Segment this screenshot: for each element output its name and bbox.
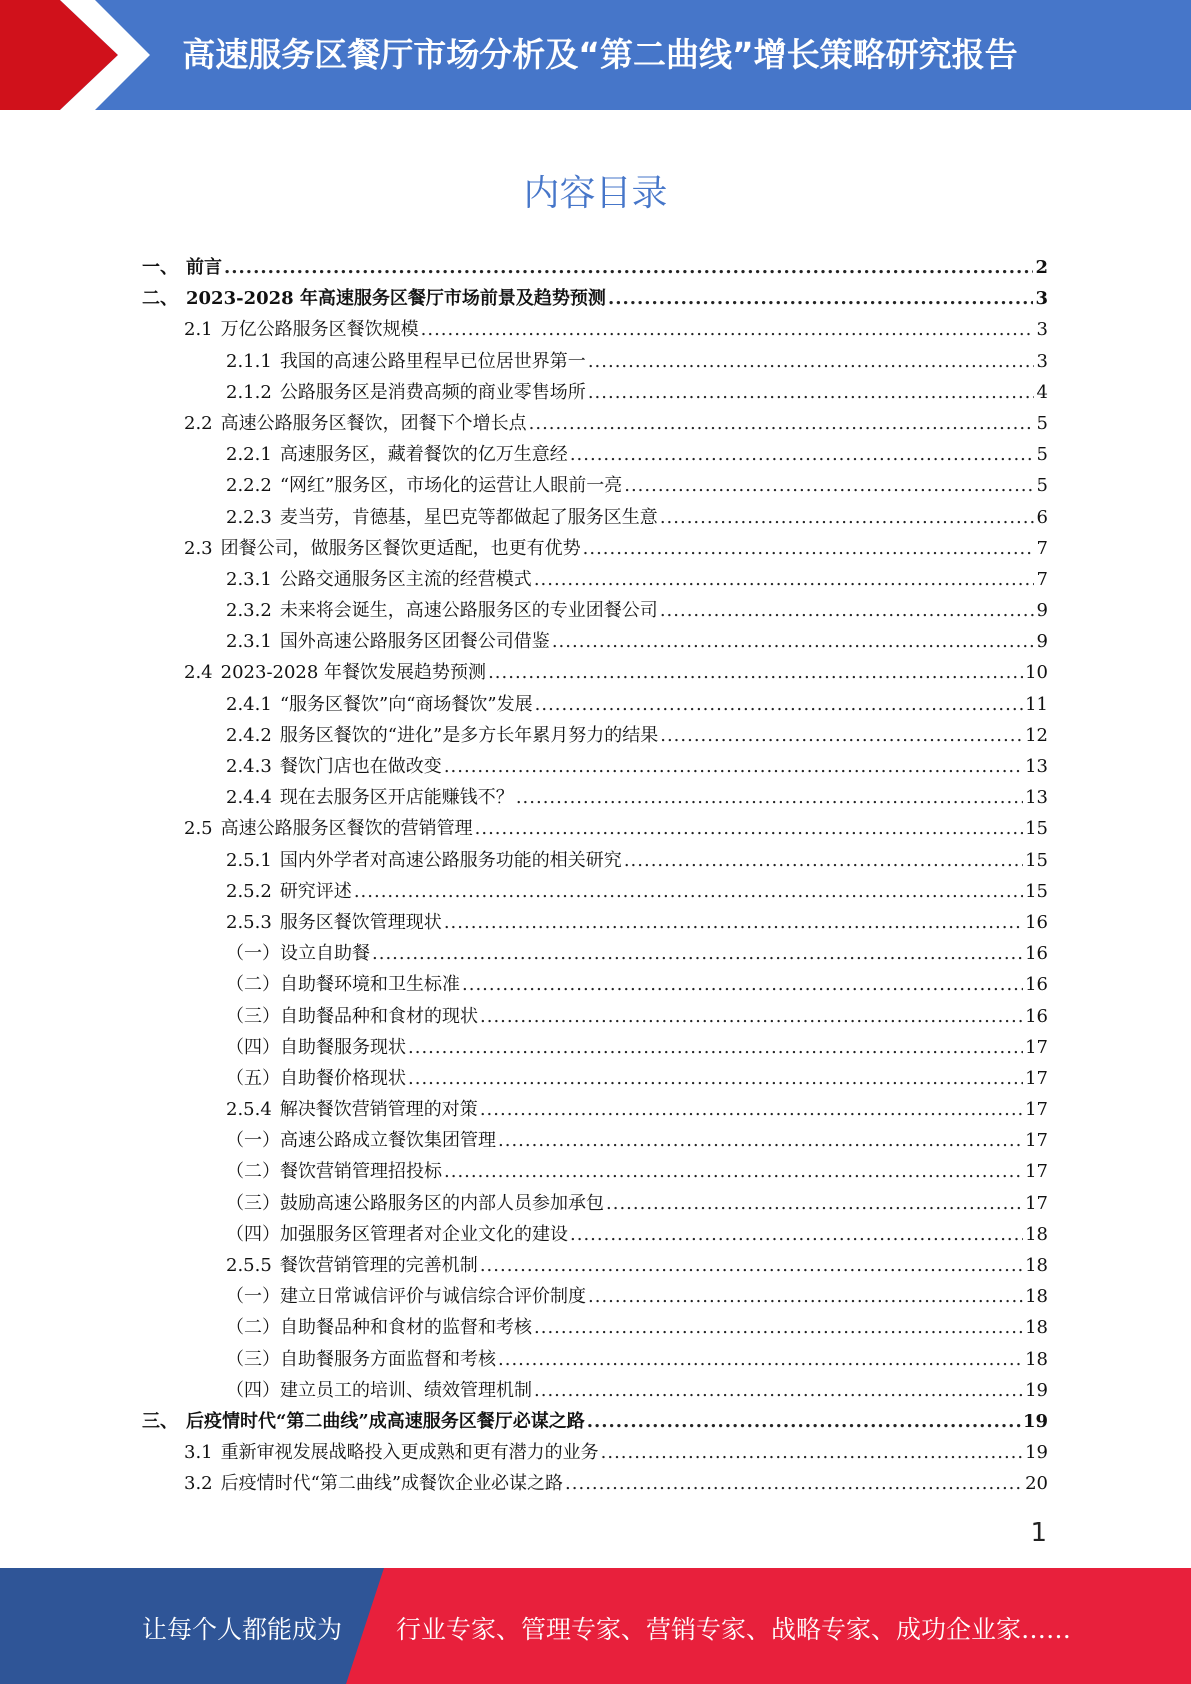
- toc-leader-dots: [444, 751, 1023, 782]
- toc-entry-number: 2.3.2: [226, 600, 272, 622]
- toc-leader-dots: [588, 346, 1034, 377]
- toc-leader-dots: [372, 938, 1023, 969]
- toc-entry-title: 现在去服务区开店能赚钱不？: [279, 787, 514, 809]
- toc-entry-title: 餐饮营销管理招投标: [280, 1161, 442, 1183]
- toc-entry-title: 鼓励高速公路服务区的内部人员参加承包: [280, 1192, 604, 1214]
- toc-entry-page: 9: [1036, 631, 1048, 653]
- toc-entry[interactable]: [142, 626, 1048, 657]
- toc-entry-page: 17: [1025, 1036, 1048, 1058]
- toc-entry[interactable]: [142, 845, 1048, 876]
- toc-entry[interactable]: [142, 283, 1048, 314]
- toc-leader-dots: [498, 1344, 1023, 1375]
- toc-entry-number: （一）: [226, 1130, 280, 1152]
- toc-entry-page: 13: [1025, 787, 1048, 809]
- toc-entry-title: 自助餐服务方面监督和考核: [280, 1348, 496, 1370]
- toc-leader-dots: [660, 720, 1023, 751]
- toc-entry-page: 17: [1025, 1067, 1048, 1089]
- toc-entry-title: 未来将会诞生，高速公路服务区的专业团餐公司: [279, 600, 658, 622]
- toc-entry[interactable]: [142, 1344, 1048, 1375]
- toc-entry-page: 11: [1025, 693, 1048, 715]
- toc-entry-title: 万亿公路服务区餐饮规模: [220, 319, 419, 341]
- toc-leader-dots: [488, 657, 1023, 688]
- toc-leader-dots: [565, 1468, 1023, 1499]
- toc-entry-page: 6: [1036, 506, 1048, 528]
- toc-leader-dots: [516, 782, 1023, 813]
- toc-entry-title: 我国的高速公路里程早已位居世界第一: [279, 350, 586, 372]
- toc-leader-dots: [570, 1219, 1023, 1250]
- toc-entry[interactable]: [142, 1468, 1048, 1499]
- toc-entry-page: 9: [1036, 600, 1048, 622]
- toc-entry-page: 16: [1025, 911, 1048, 933]
- toc-entry-number: 2.4.3: [226, 756, 272, 777]
- toc-entry-number: 2.4.2: [226, 724, 272, 746]
- toc-leader-dots: [408, 1063, 1023, 1094]
- toc-leader-dots: [444, 907, 1023, 938]
- toc-leader-dots: [660, 502, 1034, 533]
- toc-leader-dots: [534, 1312, 1023, 1343]
- page-number: 1: [1030, 1518, 1047, 1548]
- toc-entry-number: 2.5.4: [226, 1099, 272, 1121]
- toc-entry-title: 服务区餐饮的“进化”是多方长年累月努力的结果: [279, 724, 659, 746]
- toc-entry-page: 18: [1025, 1317, 1048, 1339]
- toc-entry-page: 19: [1022, 1410, 1048, 1432]
- toc-leader-dots: [498, 1125, 1023, 1156]
- toc-entry[interactable]: [142, 408, 1048, 439]
- toc-entry-number: 2.1.1: [226, 350, 272, 372]
- toc-entry-page: 19: [1025, 1442, 1048, 1464]
- toc-entry-number: 三、: [142, 1410, 178, 1432]
- toc-entry-title: 设立自助餐: [280, 943, 370, 965]
- toc-entry-title: 建立员工的培训、绩效管理机制: [280, 1379, 532, 1401]
- toc-entry-title: “网红”服务区，市场化的运营让人眼前一亮: [279, 475, 623, 497]
- toc-entry-title: 高速公路成立餐饮集团管理: [280, 1130, 496, 1152]
- toc-leader-dots: [462, 969, 1023, 1000]
- footer-slogan-right: 行业专家、管理专家、营销专家、战略专家、成功企业家……: [396, 1615, 1072, 1644]
- toc-entry[interactable]: [142, 1281, 1048, 1312]
- toc-entry-page: 18: [1025, 1348, 1048, 1370]
- toc-leader-dots: [570, 439, 1034, 470]
- toc-entry-number: 2.2.1: [226, 444, 272, 466]
- toc-entry[interactable]: [142, 1219, 1048, 1250]
- toc-entry-page: 13: [1025, 756, 1048, 777]
- page-footer: [0, 1568, 1191, 1684]
- toc-entry[interactable]: [142, 1001, 1048, 1032]
- toc-leader-dots: [534, 1375, 1023, 1406]
- toc-entry-page: 5: [1036, 412, 1048, 434]
- toc-entry-number: 2.5: [184, 818, 213, 840]
- toc-entry-page: 3: [1036, 350, 1048, 372]
- toc-entry-title: 公路交通服务区主流的经营模式: [279, 568, 532, 590]
- toc-entry-page: 18: [1025, 1255, 1048, 1276]
- toc-entry-number: 2.5.5: [226, 1255, 272, 1276]
- toc-entry-page: 15: [1025, 880, 1048, 902]
- toc-leader-dots: [587, 1406, 1021, 1437]
- toc-entry-number: （四）: [226, 1036, 280, 1058]
- toc-entry[interactable]: [142, 1406, 1048, 1437]
- toc-entry-number: （二）: [226, 1317, 280, 1339]
- toc-entry-page: 17: [1025, 1130, 1048, 1152]
- toc-entry-number: （三）: [226, 1348, 280, 1370]
- toc-entry-title: 服务区餐饮管理现状: [279, 911, 442, 933]
- toc-entry[interactable]: [142, 813, 1048, 844]
- toc-entry[interactable]: [142, 564, 1048, 595]
- toc-entry-number: （四）: [226, 1379, 280, 1401]
- toc-entry[interactable]: [142, 751, 1048, 782]
- toc-leader-dots: [480, 1001, 1023, 1032]
- toc-leader-dots: [534, 564, 1034, 595]
- toc-entry-title: 高速服务区，藏着餐饮的亿万生意经: [279, 444, 568, 466]
- toc-leader-dots: [444, 1156, 1023, 1187]
- toc-leader-dots: [588, 1281, 1023, 1312]
- toc-entry-page: 5: [1036, 444, 1048, 466]
- document-title: 高速服务区餐厅市场分析及“第二曲线”增长策略研究报告: [182, 35, 1018, 74]
- toc-entry-number: （一）: [226, 943, 280, 965]
- toc-entry-number: （三）: [226, 1192, 280, 1214]
- toc-entry[interactable]: [142, 969, 1048, 1000]
- toc-entry-title: 公路服务区是消费高频的商业零售场所: [279, 381, 586, 403]
- toc-entry[interactable]: [142, 1156, 1048, 1187]
- toc-entry-number: 2.5.1: [226, 849, 272, 871]
- toc-entry-number: （五）: [226, 1067, 280, 1089]
- toc-leader-dots: [480, 1250, 1023, 1281]
- toc-entry-title: 自助餐价格现状: [280, 1067, 406, 1089]
- toc-entry-page: 12: [1025, 724, 1048, 746]
- toc-entry-title: 国外高速公路服务区团餐公司借鉴: [279, 631, 550, 653]
- toc-entry[interactable]: [142, 782, 1048, 813]
- toc-entry[interactable]: [142, 1094, 1048, 1125]
- toc-entry-title: 餐饮门店也在做改变: [279, 756, 442, 777]
- toc-entry[interactable]: [142, 1125, 1048, 1156]
- toc-leader-dots: [421, 314, 1034, 345]
- toc-leader-dots: [624, 470, 1034, 501]
- toc-entry-title: 研究评述: [279, 880, 352, 902]
- toc-entry-title: 建立日常诚信评价与诚信综合评价制度: [280, 1286, 586, 1308]
- toc-entry-page: 17: [1025, 1099, 1048, 1121]
- toc-entry-title: 餐饮营销管理的完善机制: [279, 1255, 478, 1276]
- toc-entry[interactable]: [142, 689, 1048, 720]
- toc-entry-page: 3: [1036, 319, 1048, 341]
- toc-entry-title: 自助餐环境和卫生标准: [280, 974, 460, 996]
- footer-slogan-left: 让每个人都能成为: [142, 1615, 343, 1644]
- toc-entry[interactable]: [142, 502, 1048, 533]
- toc-entry-number: （三）: [226, 1005, 280, 1027]
- toc-leader-dots: [475, 813, 1023, 844]
- toc-entry[interactable]: [142, 470, 1048, 501]
- toc-entry-page: 3: [1035, 288, 1048, 310]
- page-header: [0, 0, 1191, 110]
- toc-entry-number: （二）: [226, 974, 280, 996]
- toc-entry-page: 18: [1025, 1286, 1048, 1308]
- toc-entry-title: 自助餐服务现状: [280, 1036, 406, 1058]
- toc-entry-title: 2023-2028 年餐饮发展趋势预测: [220, 662, 487, 684]
- toc-entry-number: 2.5.3: [226, 911, 272, 933]
- toc-entry-number: 2.1.2: [226, 381, 272, 403]
- toc-entry[interactable]: [142, 720, 1048, 751]
- toc-entry-number: 2.3: [184, 537, 213, 559]
- toc-entry-page: 20: [1025, 1473, 1048, 1495]
- toc-entry-number: 2.4.1: [226, 693, 272, 715]
- toc-entry-number: 2.5.2: [226, 880, 272, 902]
- toc-entry-title: 国内外学者对高速公路服务功能的相关研究: [279, 849, 622, 871]
- toc-entry[interactable]: [142, 1063, 1048, 1094]
- toc-entry-title: 后疫情时代“第二曲线”成餐饮企业必谋之路: [220, 1473, 564, 1495]
- toc-entry-title: 自助餐品种和食材的现状: [280, 1005, 478, 1027]
- toc-entry-number: 3.2: [184, 1473, 213, 1495]
- toc-entry-page: 17: [1025, 1161, 1048, 1183]
- toc-entry-page: 17: [1025, 1192, 1048, 1214]
- toc-entry-number: 2.2.2: [226, 475, 272, 497]
- toc-entry[interactable]: [142, 252, 1048, 283]
- toc-entry-number: 2.4.4: [226, 787, 272, 809]
- toc-entry[interactable]: [142, 938, 1048, 969]
- toc-leader-dots: [408, 1032, 1023, 1063]
- toc-entry-number: （二）: [226, 1161, 280, 1183]
- toc-leader-dots: [608, 283, 1034, 314]
- toc-leader-dots: [588, 377, 1034, 408]
- toc-entry-number: 2.1: [184, 319, 213, 341]
- toc-entry-number: 2.3.1: [226, 631, 272, 653]
- toc-entry-title: 解决餐饮营销管理的对策: [279, 1099, 478, 1121]
- toc-entry[interactable]: [142, 1032, 1048, 1063]
- toc-entry-page: 2: [1035, 257, 1048, 278]
- toc-leader-dots: [606, 1188, 1023, 1219]
- toc-heading: 内容目录: [523, 173, 668, 214]
- toc-entry-title: “服务区餐饮”向“商场餐饮”发展: [279, 693, 533, 715]
- toc-entry-page: 5: [1036, 475, 1048, 497]
- toc-entry[interactable]: [142, 314, 1048, 345]
- toc-leader-dots: [601, 1437, 1023, 1468]
- toc-entry-page: 10: [1025, 662, 1048, 684]
- toc-entry-page: 19: [1025, 1379, 1048, 1401]
- toc-entry[interactable]: [142, 346, 1048, 377]
- toc-entry[interactable]: [142, 657, 1048, 688]
- toc-entry-title: 前言: [186, 257, 222, 278]
- toc-entry-page: 18: [1025, 1223, 1048, 1245]
- toc-entry-page: 4: [1036, 381, 1048, 403]
- toc-leader-dots: [480, 1094, 1023, 1125]
- toc-entry-number: 3.1: [184, 1442, 213, 1464]
- toc-entry-title: 自助餐品种和食材的监督和考核: [280, 1317, 532, 1339]
- toc-entry-page: 15: [1025, 849, 1048, 871]
- toc-entry-number: （一）: [226, 1286, 280, 1308]
- toc-entry-title: 团餐公司，做服务区餐饮更适配，也更有优势: [220, 537, 581, 559]
- toc-entry-page: 16: [1025, 974, 1048, 996]
- toc-entry-page: 15: [1025, 818, 1048, 840]
- toc-entry-title: 高速公路服务区餐饮，团餐下个增长点: [220, 412, 527, 434]
- toc-leader-dots: [583, 533, 1034, 564]
- toc-entry[interactable]: [142, 1188, 1048, 1219]
- toc-entry[interactable]: [142, 1312, 1048, 1343]
- toc-leader-dots: [354, 876, 1023, 907]
- toc-leader-dots: [624, 845, 1023, 876]
- table-of-contents: [142, 252, 1048, 1500]
- toc-entry-title: 后疫情时代“第二曲线”成高速服务区餐厅必谋之路: [186, 1410, 585, 1432]
- toc-entry-page: 16: [1025, 1005, 1048, 1027]
- toc-entry-title: 重新审视发展战略投入更成熟和更有潜力的业务: [220, 1442, 599, 1464]
- toc-entry-title: 麦当劳，肯德基，星巴克等都做起了服务区生意: [279, 506, 658, 528]
- toc-entry[interactable]: [142, 533, 1048, 564]
- toc-entry-title: 加强服务区管理者对企业文化的建设: [280, 1223, 568, 1245]
- toc-leader-dots: [529, 408, 1034, 439]
- toc-entry-page: 7: [1036, 568, 1048, 590]
- toc-entry[interactable]: [142, 377, 1048, 408]
- toc-leader-dots: [535, 689, 1023, 720]
- toc-entry-number: （四）: [226, 1223, 280, 1245]
- toc-entry-page: 16: [1025, 943, 1048, 965]
- toc-entry-number: 2.2.3: [226, 506, 272, 528]
- toc-entry[interactable]: [142, 439, 1048, 470]
- toc-leader-dots: [660, 595, 1034, 626]
- toc-entry[interactable]: [142, 876, 1048, 907]
- toc-entry[interactable]: [142, 595, 1048, 626]
- toc-entry-title: 高速公路服务区餐饮的营销管理: [220, 818, 473, 840]
- toc-entry[interactable]: [142, 1250, 1048, 1281]
- toc-entry[interactable]: [142, 1437, 1048, 1468]
- toc-entry-title: 2023-2028 年高速服务区餐厅市场前景及趋势预测: [186, 288, 606, 310]
- toc-entry-number: 二、: [142, 288, 178, 310]
- toc-entry-page: 7: [1036, 537, 1048, 559]
- toc-entry-number: 一、: [142, 257, 178, 278]
- toc-leader-dots: [224, 252, 1033, 283]
- toc-entry[interactable]: [142, 1375, 1048, 1406]
- toc-leader-dots: [552, 626, 1034, 657]
- toc-entry-number: 2.3.1: [226, 568, 272, 590]
- toc-entry-number: 2.4: [184, 662, 213, 684]
- toc-entry[interactable]: [142, 907, 1048, 938]
- toc-entry-number: 2.2: [184, 412, 213, 434]
